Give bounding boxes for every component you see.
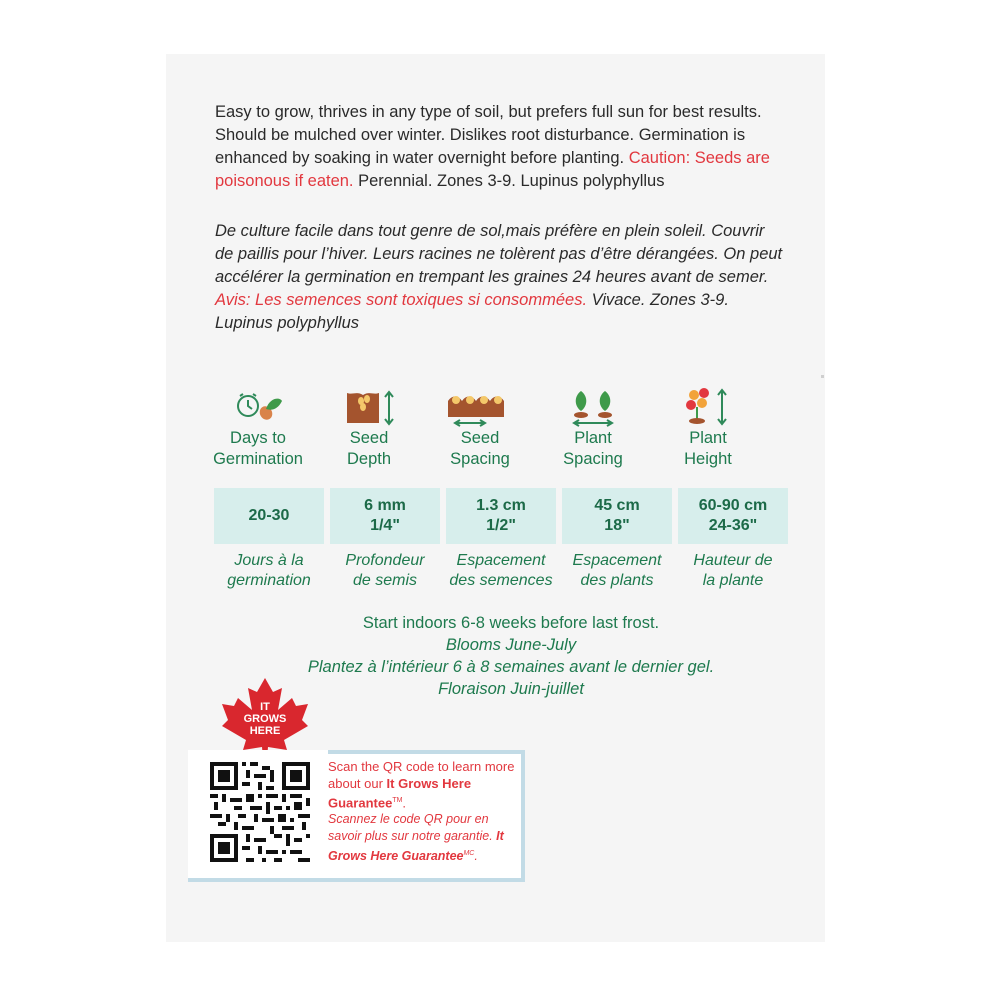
fr-line-2: la plante [702,572,764,589]
french-labels [214,551,780,595]
value-line-1: 60-90 cm [698,497,768,514]
fr-line-1: Profondeur [345,552,425,569]
badge-line-3: HERE [249,725,281,737]
plant-spacing-column [537,387,649,483]
fr-line-1: Jours à la [234,552,304,569]
label-line-1: Days to [230,429,286,447]
label-line-2: Spacing [563,450,623,468]
label-line-2: Depth [346,450,392,468]
germination-fr-label [213,551,325,591]
qr-code-panel [188,750,525,882]
qr-en-guarantee: It Grows Here Guarantee [328,776,472,811]
qr-text-french [328,811,518,865]
seed-packet-back [166,54,825,942]
value-line-2: 24-36" [708,517,758,534]
qr-en-tm: TM [392,797,403,804]
fr-line-1: Espacement [572,552,662,569]
germination-column [202,387,314,483]
fr-line-2: des plants [580,572,654,589]
qr-text-english [328,758,518,811]
qr-en-end: . [402,795,407,811]
label-line-2: Height [684,450,732,468]
qr-fr-mc: MC [463,850,475,858]
label-line-1: Plant [574,429,612,447]
qr-description [328,758,518,865]
growing-values [214,488,780,544]
plant-height-fr-label [677,551,789,591]
badge-line-1: IT [260,701,270,713]
seed-depth-icon [339,387,399,427]
description-fr-text: De culture facile dans tout genre de sol,mais préfère en plein soleil. Couvrir de paillis pour l’hiver. Leurs racines ne tolèrent pas d’être dérangées. On peut accélérer la germination en trempant les graines 24 heures avant de semer. [215,222,783,286]
value-line-1: 45 cm [594,497,640,514]
plant-spacing-icon [563,387,623,427]
plant-height-value [678,488,788,544]
qr-en-text: Scan the QR code to learn more about our [328,759,515,791]
description-en-end: Perennial. Zones 3-9. Lupinus polyphyllus [353,172,665,190]
plant-height-column [652,387,764,483]
clock-seed-icon [228,387,288,427]
fr-line-2: des semences [449,572,553,589]
qr-fr-text: Scannez le code QR pour en savoir plus sur notre garantie. [328,812,497,844]
description-fr-end: Vivace. Zones 3-9. Lupinus polyphyllus [215,291,729,332]
seed-spacing-column [424,387,536,483]
value-line-2: 18" [604,517,630,534]
value-line-2: 1/4" [370,517,400,534]
seed-depth-value [330,488,440,544]
label-line-1: Plant [689,429,727,447]
value-line-2: 1/2" [486,517,516,534]
plant-height-icon [678,387,738,427]
qr-panel-border-top [328,750,525,754]
label-line-2: Spacing [450,450,510,468]
note-blooms-fr: Floraison Juin-juillet [438,680,584,698]
fr-line-1: Espacement [456,552,546,569]
seed-spacing-icon [442,387,518,427]
value-line-1: 1.3 cm [476,497,526,514]
caution-en: Caution: Seeds are poisonous if eaten. [215,149,770,190]
seed-spacing-fr-label [445,551,557,591]
label-line-1: Seed [460,429,500,447]
description-french [215,220,785,335]
description-english [215,101,785,193]
label-line-2: Germination [213,450,303,468]
label-line-1: Seed [349,429,389,447]
qr-code[interactable] [210,762,310,862]
plant-spacing-value [562,488,672,544]
qr-fr-guarantee: It Grows Here Guarantee [328,829,504,864]
value-line-1: 20-30 [248,507,290,524]
fr-line-2: de semis [352,572,418,589]
growing-info-icons [213,387,774,483]
note-start-indoors-fr: Plantez à l’intérieur 6 à 8 semaines avant le dernier gel. [307,658,715,676]
note-blooms: Blooms June-July [445,636,577,654]
qr-fr-end: . [474,849,478,864]
fr-line-1: Hauteur de [693,552,773,569]
seed-depth-column [313,387,425,483]
fr-line-2: germination [227,572,311,589]
decorative-dot [821,375,824,378]
seed-spacing-value [446,488,556,544]
plant-spacing-fr-label [561,551,673,591]
germination-value [214,488,324,544]
caution-fr: Avis: Les semences sont toxiques si consommées. [215,291,588,309]
note-start-indoors: Start indoors 6-8 weeks before last frost. [362,614,660,632]
badge-line-2: GROWS [243,713,287,725]
seed-depth-fr-label [329,551,441,591]
description-en-text: Easy to grow, thrives in any type of soil, but prefers full sun for best results. Should be mulched over winter. Dislikes root disturbance. Germination is enhanced by soaking in water overnight before planting. [215,103,762,167]
value-line-1: 6 mm [364,497,406,514]
